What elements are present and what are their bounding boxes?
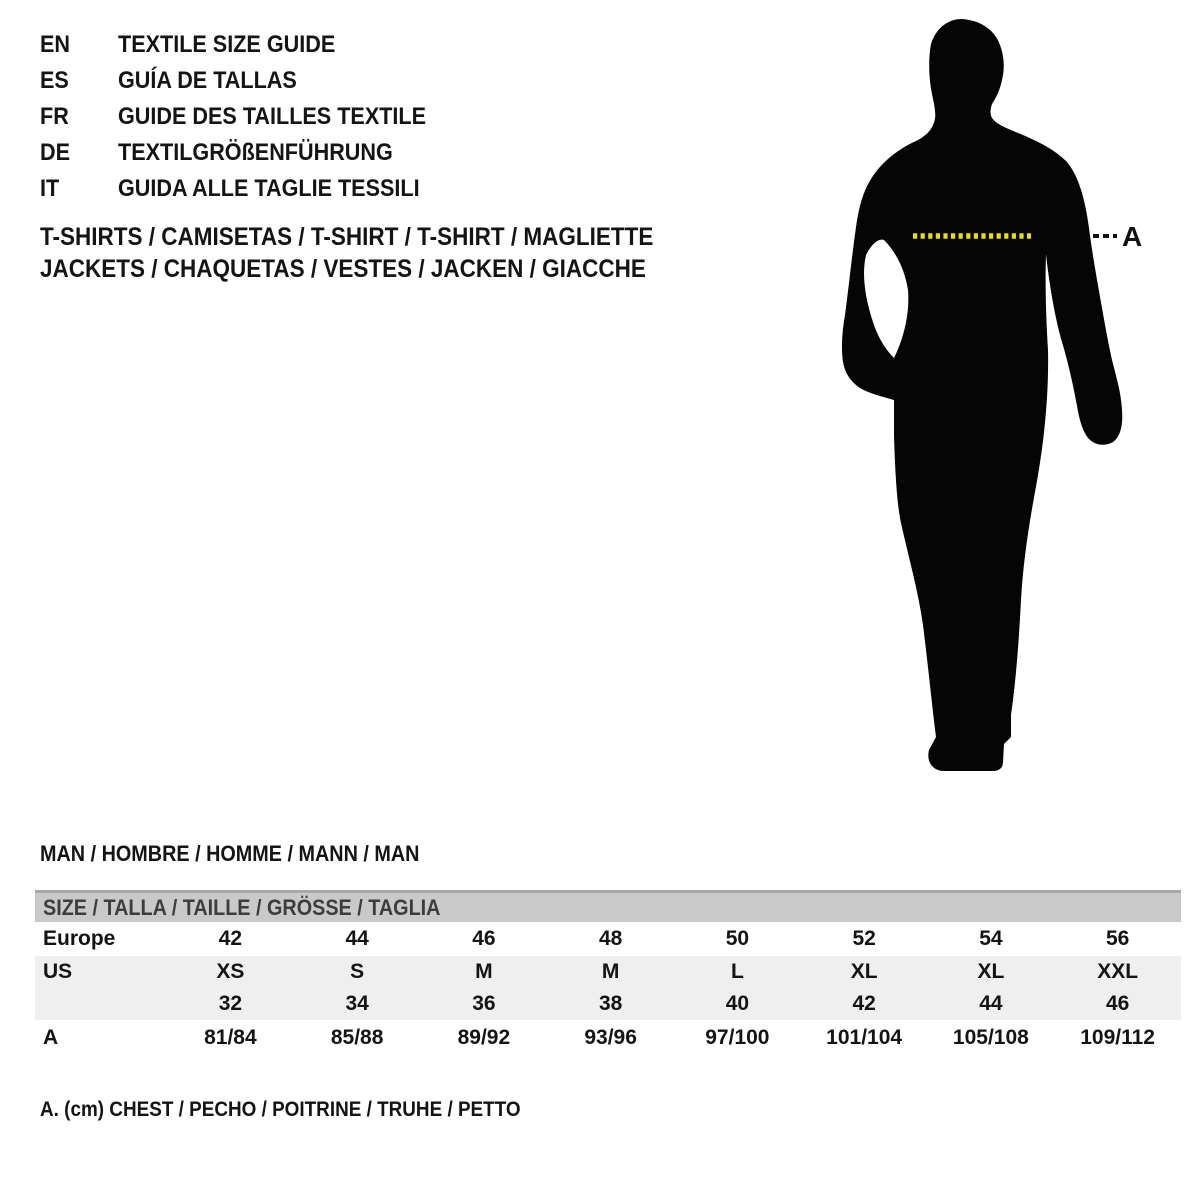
size-cell: 38 xyxy=(598,992,623,1015)
size-cell: 56 xyxy=(1105,927,1130,950)
language-row-en xyxy=(40,27,460,63)
size-table-header: SIZE / TALLA / TAILLE / GRÖSSE / TAGLIA xyxy=(35,890,1181,922)
size-cell: 42 xyxy=(218,927,243,950)
size-cell: XXL xyxy=(1097,960,1139,983)
size-cell: 46 xyxy=(472,927,496,950)
row-label: A xyxy=(43,1026,59,1049)
size-cell: 52 xyxy=(852,927,876,950)
language-label: TEXTILGRÖßENFÜHRUNG xyxy=(118,139,393,166)
man-silhouette-shape xyxy=(842,19,1122,771)
size-cell: 36 xyxy=(472,992,496,1015)
language-code: EN xyxy=(40,31,71,58)
language-label: TEXTILE SIZE GUIDE xyxy=(118,31,336,58)
size-cell: 44 xyxy=(345,927,369,950)
size-cell: 54 xyxy=(979,927,1003,950)
table-row-numeric xyxy=(35,988,1181,1020)
row-label: Europe xyxy=(43,927,116,950)
size-cell: 42 xyxy=(852,992,876,1015)
size-cell: 44 xyxy=(979,992,1003,1015)
size-table xyxy=(35,890,1181,1056)
language-row-it xyxy=(40,171,460,207)
size-cell: L xyxy=(730,960,744,983)
size-cell: S xyxy=(350,960,365,983)
language-row-de xyxy=(40,135,460,171)
row-label: US xyxy=(43,960,73,983)
table-row-us xyxy=(35,956,1181,988)
size-cell: 93/96 xyxy=(584,1026,637,1049)
language-code: DE xyxy=(40,139,71,166)
category-line-jackets: JACKETS / CHAQUETAS / VESTES / JACKEN / GIACCHE xyxy=(40,255,646,283)
language-row-es xyxy=(40,63,460,99)
language-label: GUIDE DES TAILLES TEXTILE xyxy=(118,103,427,130)
size-cell: 89/92 xyxy=(457,1026,511,1049)
language-code: FR xyxy=(40,103,69,130)
size-cell: XL xyxy=(977,960,1005,983)
category-line-tshirts: T-SHIRTS / CAMISETAS / T-SHIRT / T-SHIRT / MAGLIETTE xyxy=(40,223,654,251)
size-cell: 105/108 xyxy=(952,1026,1029,1049)
size-cell: 109/112 xyxy=(1080,1026,1155,1049)
size-cell: XS xyxy=(216,960,245,983)
size-cell: 34 xyxy=(345,992,369,1015)
size-cell: M xyxy=(601,960,620,983)
size-cell: XL xyxy=(850,960,878,983)
size-cell: 101/104 xyxy=(826,1026,903,1049)
size-cell: M xyxy=(475,960,493,983)
size-cell: 48 xyxy=(598,927,623,950)
category-block xyxy=(40,221,721,285)
language-code: IT xyxy=(40,175,60,202)
section-title-man: MAN / HOMBRE / HOMME / MANN / MAN xyxy=(40,841,420,866)
man-silhouette xyxy=(815,5,1155,805)
size-cell: 85/88 xyxy=(330,1026,384,1049)
size-cell: 81/84 xyxy=(204,1026,257,1049)
measure-label-a: A xyxy=(1122,221,1143,252)
table-row-chest xyxy=(35,1020,1181,1056)
size-cell: 46 xyxy=(1105,992,1130,1015)
language-code: ES xyxy=(40,67,69,94)
language-row-fr xyxy=(40,99,460,135)
language-label: GUÍA DE TALLAS xyxy=(118,67,297,94)
size-cell: 97/100 xyxy=(705,1026,770,1049)
language-label: GUIDA ALLE TAGLIE TESSILI xyxy=(118,175,420,202)
size-cell: 40 xyxy=(725,992,750,1015)
size-cell: 32 xyxy=(218,992,243,1015)
language-guide-list xyxy=(40,27,460,207)
measurement-footnote: A. (cm) CHEST / PECHO / POITRINE / TRUHE / PETTO xyxy=(40,1098,521,1121)
table-row-europe xyxy=(35,922,1181,956)
size-cell: 50 xyxy=(725,927,750,950)
